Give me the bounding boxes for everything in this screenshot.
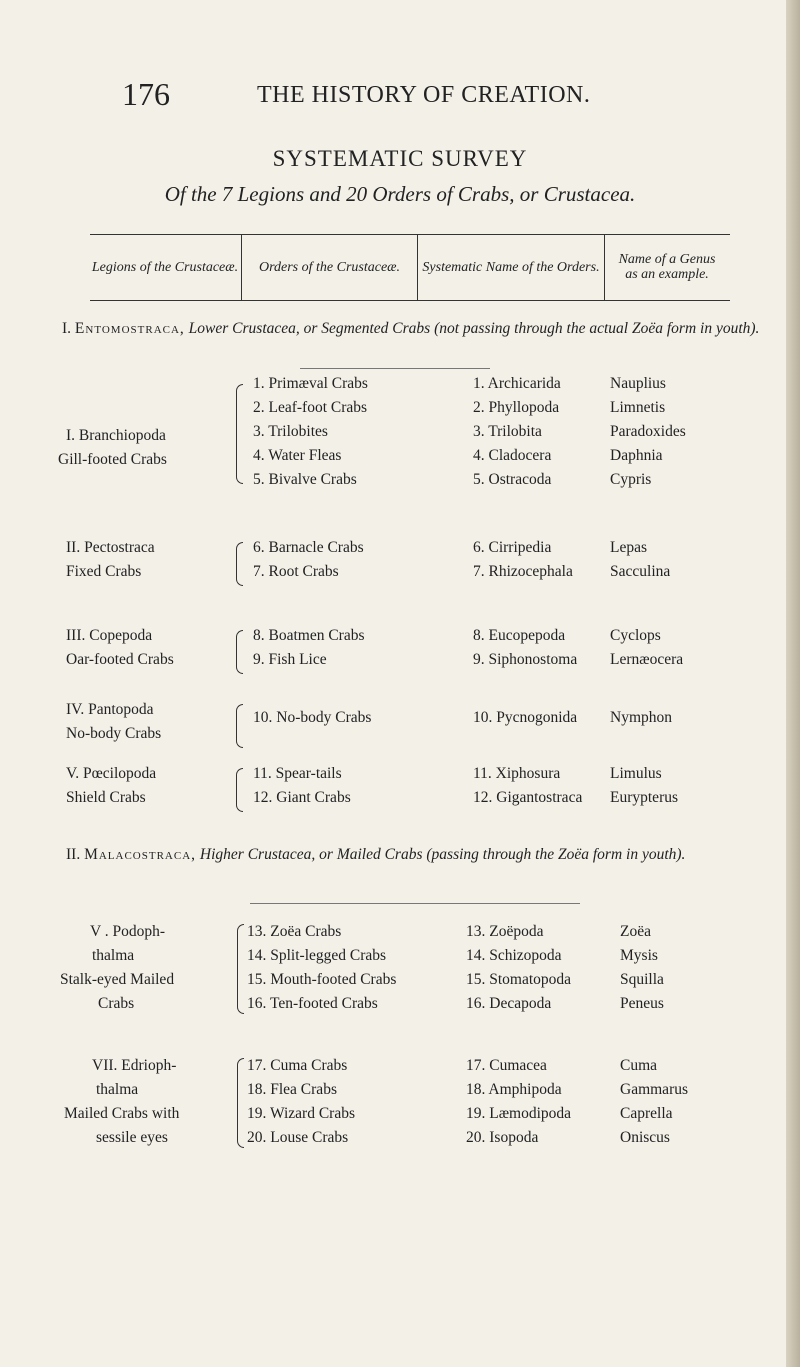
genus-name: Lepas xyxy=(610,539,648,556)
legion-name-cont: thalma xyxy=(96,1081,139,1098)
genus-name: Limulus xyxy=(610,765,662,782)
section-1-description: Lower Crustacea, or Segmented Crabs (not passing through the actual Zoëa form in youth). xyxy=(188,320,760,337)
genus-name: Limnetis xyxy=(610,399,666,416)
page-number: 176 xyxy=(122,76,170,112)
systematic-name: 7. Rhizocephala xyxy=(473,563,573,580)
systematic-name: 16. Decapoda xyxy=(466,995,552,1012)
group-brace xyxy=(236,384,243,484)
genus-name: Cyclops xyxy=(610,627,661,644)
systematic-name: 18. Amphipoda xyxy=(466,1081,562,1098)
order-name: 13. Zoëa Crabs xyxy=(247,923,342,940)
order-name: 10. No-body Crabs xyxy=(253,709,372,726)
legion-name: VII. Edrioph- xyxy=(92,1057,177,1074)
order-name: 3. Trilobites xyxy=(253,423,328,440)
systematic-name: 5. Ostracoda xyxy=(473,471,552,488)
section-2-name: Malacostraca, xyxy=(84,846,197,863)
section-1-numeral: I. xyxy=(62,320,72,337)
page-title: SYSTEMATIC SURVEY xyxy=(272,146,528,171)
order-name: 12. Giant Crabs xyxy=(253,789,351,806)
genus-name: Daphnia xyxy=(610,447,663,464)
systematic-name: 19. Læmodipoda xyxy=(466,1105,572,1122)
running-title: THE HISTORY OF CREATION. xyxy=(257,82,591,108)
order-name: 1. Primæval Crabs xyxy=(253,375,368,392)
legion-name-cont: thalma xyxy=(92,947,135,964)
section-1-rule xyxy=(300,368,490,369)
genus-name: Eurypterus xyxy=(610,789,679,806)
systematic-name: 10. Pycnogonida xyxy=(473,709,578,726)
genus-name: Zoëa xyxy=(620,923,651,940)
legion-name: I. Branchiopoda xyxy=(66,427,166,444)
systematic-name: 15. Stomatopoda xyxy=(466,971,572,988)
legion-common-name: Fixed Crabs xyxy=(66,563,142,580)
group-brace xyxy=(236,704,243,748)
order-name: 6. Barnacle Crabs xyxy=(253,539,364,556)
order-name: 14. Split-legged Crabs xyxy=(247,947,387,964)
legion-name: II. Pectostraca xyxy=(66,539,155,556)
systematic-name: 8. Eucopepoda xyxy=(473,627,566,644)
running-header xyxy=(0,76,800,116)
genus-name: Caprella xyxy=(620,1105,673,1122)
order-name: 7. Root Crabs xyxy=(253,563,339,580)
group-brace xyxy=(237,1058,244,1148)
section-1-note xyxy=(62,318,762,340)
group-brace xyxy=(236,630,243,674)
genus-name: Cypris xyxy=(610,471,652,488)
page-subtitle: Of the 7 Legions and 20 Orders of Crabs, or Crustacea. xyxy=(164,182,636,206)
legion-common-name-cont: Crabs xyxy=(98,995,135,1012)
systematic-name: 2. Phyllopoda xyxy=(473,399,560,416)
section-2-description: Higher Crustacea, or Mailed Crabs (passing through the Zoëa form in youth). xyxy=(199,846,686,863)
systematic-name: 12. Gigantostraca xyxy=(473,789,583,806)
order-name: 4. Water Fleas xyxy=(253,447,342,464)
section-2-note xyxy=(66,844,766,866)
order-name: 11. Spear-tails xyxy=(253,765,342,782)
col-orders: Orders of the Crustaceæ. xyxy=(258,259,401,275)
legion-common-name: Oar-footed Crabs xyxy=(66,651,174,668)
order-name: 17. Cuma Crabs xyxy=(247,1057,348,1074)
genus-name: Squilla xyxy=(620,971,664,988)
legion-name: V . Podoph- xyxy=(90,923,166,940)
col-systematic: Systematic Name of the Orders. xyxy=(422,259,600,275)
systematic-name: 20. Isopoda xyxy=(466,1129,539,1146)
genus-name: Gammarus xyxy=(620,1081,689,1098)
legion-common-name: Shield Crabs xyxy=(66,789,146,806)
order-name: 15. Mouth-footed Crabs xyxy=(247,971,397,988)
genus-name: Mysis xyxy=(620,947,658,964)
order-name: 5. Bivalve Crabs xyxy=(253,471,357,488)
section-2-rule xyxy=(250,903,580,904)
legion-name: III. Copepoda xyxy=(66,627,153,644)
systematic-name: 9. Siphonostoma xyxy=(473,651,578,668)
legion-name: IV. Pantopoda xyxy=(66,701,154,718)
genus-name: Sacculina xyxy=(610,563,671,580)
col-legions: Legions of the Crustaceæ. xyxy=(91,259,239,275)
order-name: 16. Ten-footed Crabs xyxy=(247,995,378,1012)
legion-common-name: Mailed Crabs with xyxy=(64,1105,180,1122)
group-brace xyxy=(237,924,244,1014)
genus-name: Nauplius xyxy=(610,375,666,392)
genus-name: Paradoxides xyxy=(610,423,686,440)
systematic-name: 13. Zoëpoda xyxy=(466,923,544,940)
order-name: 9. Fish Lice xyxy=(253,651,327,668)
order-name: 19. Wizard Crabs xyxy=(247,1105,355,1122)
group-brace xyxy=(236,542,243,586)
legion-common-name-cont: sessile eyes xyxy=(96,1129,168,1146)
systematic-name: 6. Cirripedia xyxy=(473,539,552,556)
genus-name: Oniscus xyxy=(620,1129,670,1146)
legion-common-name: Stalk-eyed Mailed xyxy=(60,971,175,988)
order-name: 18. Flea Crabs xyxy=(247,1081,337,1098)
systematic-name: 11. Xiphosura xyxy=(473,765,561,782)
systematic-name: 3. Trilobita xyxy=(473,423,542,440)
systematic-name: 4. Cladocera xyxy=(473,447,552,464)
systematic-name: 1. Archicarida xyxy=(473,375,561,392)
order-name: 20. Louse Crabs xyxy=(247,1129,349,1146)
genus-name: Nymphon xyxy=(610,709,672,726)
section-1-name: Entomostraca, xyxy=(74,320,185,337)
section-2-numeral: II. xyxy=(66,846,81,863)
genus-name: Lernæocera xyxy=(610,651,684,668)
legion-common-name: No-body Crabs xyxy=(66,725,162,742)
order-name: 2. Leaf-foot Crabs xyxy=(253,399,368,416)
legion-name: V. Pœcilopoda xyxy=(66,765,157,782)
genus-name: Cuma xyxy=(620,1057,658,1074)
legion-common-name: Gill-footed Crabs xyxy=(58,451,167,468)
systematic-name: 14. Schizopoda xyxy=(466,947,562,964)
systematic-name: 17. Cumacea xyxy=(466,1057,547,1074)
genus-name: Peneus xyxy=(620,995,664,1012)
group-brace xyxy=(236,768,243,812)
order-name: 8. Boatmen Crabs xyxy=(253,627,365,644)
col-genus: Name of a Genus as an example. xyxy=(618,252,716,282)
